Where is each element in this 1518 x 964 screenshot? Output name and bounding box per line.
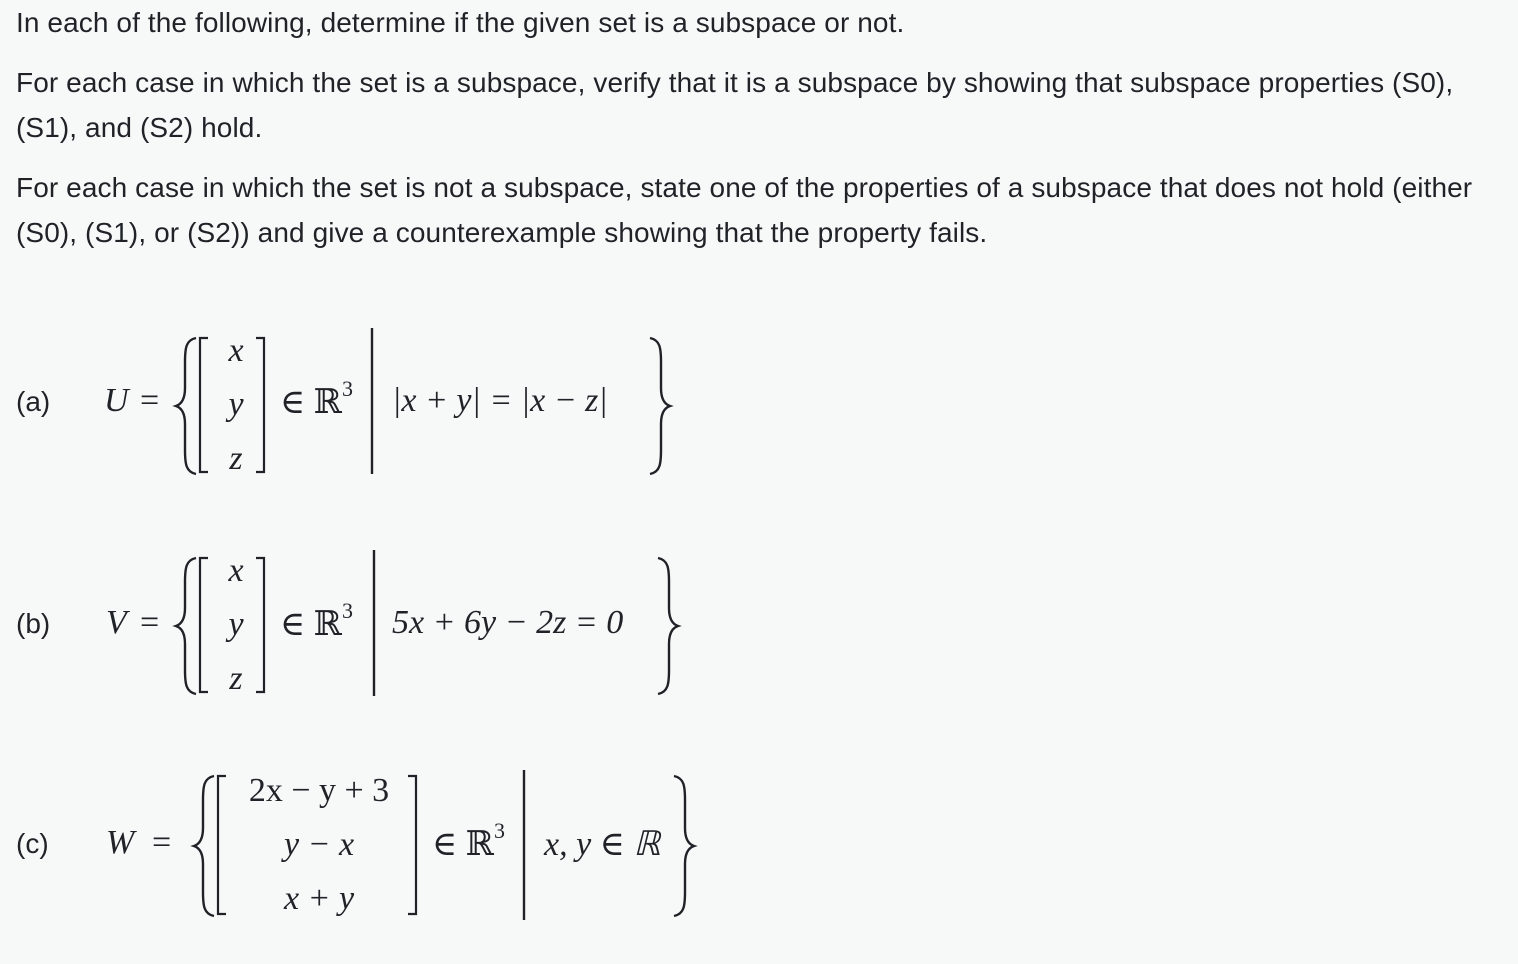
vector-entry-3: z (229, 660, 243, 697)
vector-entry-3: z (229, 440, 243, 477)
intro-line-3: For each case in which the set is not a subspace, state one of the properties of a subspace that does not hold (either (S0), (S1), or (S2)) and give a counterexample showing that the property fails. (16, 172, 1473, 248)
left-brace (174, 556, 198, 696)
left-bracket (214, 774, 228, 916)
set-name: U (104, 382, 129, 419)
set-condition: |x + y| = |x − z| (392, 382, 608, 419)
vector-entry-1: 2x − y + 3 (248, 772, 390, 809)
membership-symbol: ∈ ℝ (432, 826, 494, 863)
problem-c (0, 764, 1518, 964)
equals-sign: = (140, 604, 160, 641)
right-bracket (254, 556, 268, 694)
right-bracket (406, 774, 420, 916)
problem-b (0, 544, 1518, 744)
problem-label: (b) (16, 608, 51, 639)
separator-bar (372, 550, 376, 696)
vector-entry-2: y − x (283, 826, 355, 863)
membership (280, 598, 353, 644)
left-brace (174, 336, 198, 476)
vector-entry-1: x (228, 332, 244, 369)
equals-sign: = (152, 824, 172, 861)
intro-line-2: For each case in which the set is a subspace, verify that it is a subspace by showing that subspace properties (S0), (S1), and (S2) hold. (16, 67, 1454, 143)
membership-exponent: 3 (341, 376, 353, 401)
problem-a (0, 322, 1518, 522)
separator-bar (522, 770, 526, 920)
membership-exponent: 3 (493, 818, 505, 843)
left-brace (192, 774, 216, 918)
membership-symbol: ∈ ℝ (280, 384, 342, 421)
membership-exponent: 3 (341, 598, 353, 623)
set-condition: x, y ∈ ℝ (544, 826, 661, 863)
right-brace (656, 556, 680, 696)
equals-sign: = (140, 382, 160, 419)
separator-bar (370, 328, 374, 474)
set-condition: 5x + 6y − 2z = 0 (392, 604, 624, 641)
right-brace (672, 774, 696, 918)
problem-label: (c) (16, 828, 49, 859)
membership (432, 818, 505, 864)
right-brace (648, 336, 672, 476)
membership (280, 376, 353, 422)
intro-line-1: In each of the following, determine if the given set is a subspace or not. (16, 7, 905, 38)
right-bracket (254, 336, 268, 474)
vector-entry-3: x + y (283, 880, 355, 917)
set-name: V (106, 604, 127, 641)
vector-entry-2: y (228, 386, 244, 423)
membership-symbol: ∈ ℝ (280, 606, 342, 643)
problem-label: (a) (16, 386, 51, 417)
set-name: W (106, 824, 135, 861)
vector-entry-1: x (228, 552, 244, 589)
vector-entry-2: y (228, 606, 244, 643)
